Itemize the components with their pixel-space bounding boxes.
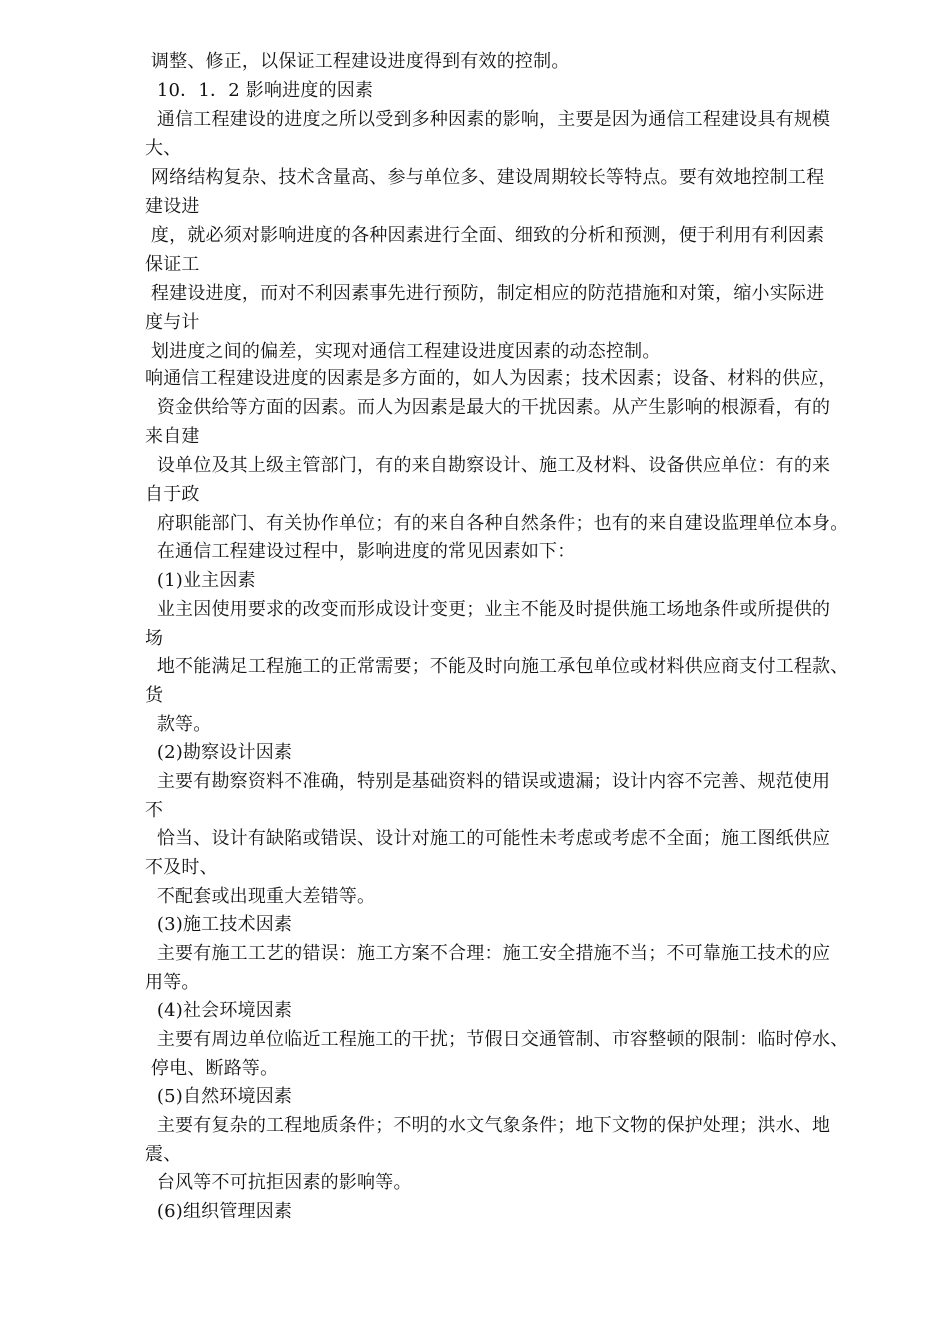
text-line: 设单位及其上级主管部门，有的来自勘察设计、施工及材料、设备供应单位：有的来 bbox=[145, 455, 831, 476]
text-line: 主要有勘察资料不准确，特别是基础资料的错误或遗漏；设计内容不完善、规范使用 bbox=[145, 771, 831, 792]
text-line: 主要有施工工艺的错误：施工方案不合理：施工安全措施不当；不可靠施工技术的应 bbox=[145, 943, 831, 964]
text-line: 资金供给等方面的因素。而人为因素是最大的干扰因素。从产生影响的根源看，有的 bbox=[145, 397, 831, 418]
list-heading: (5)自然环境因素 bbox=[145, 1086, 293, 1107]
text-line: 停电、断路等。 bbox=[145, 1058, 279, 1079]
text-line: 保证工 bbox=[145, 254, 200, 275]
text-line: 不 bbox=[145, 800, 164, 821]
list-heading: (4)社会环境因素 bbox=[145, 1000, 293, 1021]
text-line: 自于政 bbox=[145, 484, 200, 505]
text-line: 府职能部门、有关协作单位；有的来自各种自然条件；也有的来自建设监理单位本身。 bbox=[145, 513, 849, 534]
text-line: 来自建 bbox=[145, 426, 200, 447]
text-line: 震、 bbox=[145, 1144, 182, 1165]
text-line: 在通信工程建设过程中，影响进度的常见因素如下： bbox=[145, 541, 576, 562]
list-heading: (2)勘察设计因素 bbox=[145, 742, 293, 763]
text-line: 度，就必须对影响进度的各种因素进行全面、细致的分析和预测，便于利用有利因素 bbox=[145, 225, 825, 246]
list-heading: (1)业主因素 bbox=[145, 570, 256, 591]
text-line: 款等。 bbox=[145, 714, 212, 735]
text-line: 业主因使用要求的改变而形成设计变更；业主不能及时提供施工场地条件或所提供的 bbox=[145, 599, 831, 620]
text-line: 通信工程建设的进度之所以受到多种因素的影响，主要是因为通信工程建设具有规模 bbox=[145, 109, 831, 130]
text-line: 程建设进度，而对不利因素事先进行预防，制定相应的防范措施和对策，缩小实际进 bbox=[145, 283, 825, 304]
text-line: 不配套或出现重大差错等。 bbox=[145, 886, 376, 907]
section-heading: 10．1．2 影响进度的因素 bbox=[145, 80, 374, 101]
list-heading: (6)组织管理因素 bbox=[145, 1201, 293, 1222]
text-line: 台风等不可抗拒因素的影响等。 bbox=[145, 1172, 412, 1193]
list-heading: (3)施工技术因素 bbox=[145, 914, 293, 935]
text-line: 调整、修正，以保证工程建设进度得到有效的控制。 bbox=[145, 51, 570, 72]
text-line: 用等。 bbox=[145, 972, 200, 993]
text-line: 主要有周边单位临近工程施工的干扰；节假日交通管制、市容整顿的限制：临时停水、 bbox=[145, 1029, 849, 1050]
text-line: 建设进 bbox=[145, 196, 200, 217]
text-line: 大、 bbox=[145, 138, 182, 159]
text-line: 货 bbox=[145, 685, 164, 706]
text-line: 主要有复杂的工程地质条件；不明的水文气象条件；地下文物的保护处理；洪水、地 bbox=[145, 1115, 831, 1136]
text-line: 网络结构复杂、技术含量高、参与单位多、建设周期较长等特点。要有效地控制工程 bbox=[145, 167, 825, 188]
text-line: 不及时、 bbox=[145, 857, 218, 878]
text-line: 划进度之间的偏差，实现对通信工程建设进度因素的动态控制。 bbox=[145, 341, 661, 362]
text-line: 响通信工程建设进度的因素是多方面的，如人为因素；技术因素；设备、材料的供应， bbox=[145, 368, 837, 389]
text-line: 场 bbox=[145, 628, 164, 649]
text-line: 地不能满足工程施工的正常需要；不能及时向施工承包单位或材料供应商支付工程款、 bbox=[145, 656, 849, 677]
text-line: 恰当、设计有缺陷或错误、设计对施工的可能性未考虑或考虑不全面；施工图纸供应 bbox=[145, 828, 831, 849]
text-line: 度与计 bbox=[145, 312, 200, 333]
